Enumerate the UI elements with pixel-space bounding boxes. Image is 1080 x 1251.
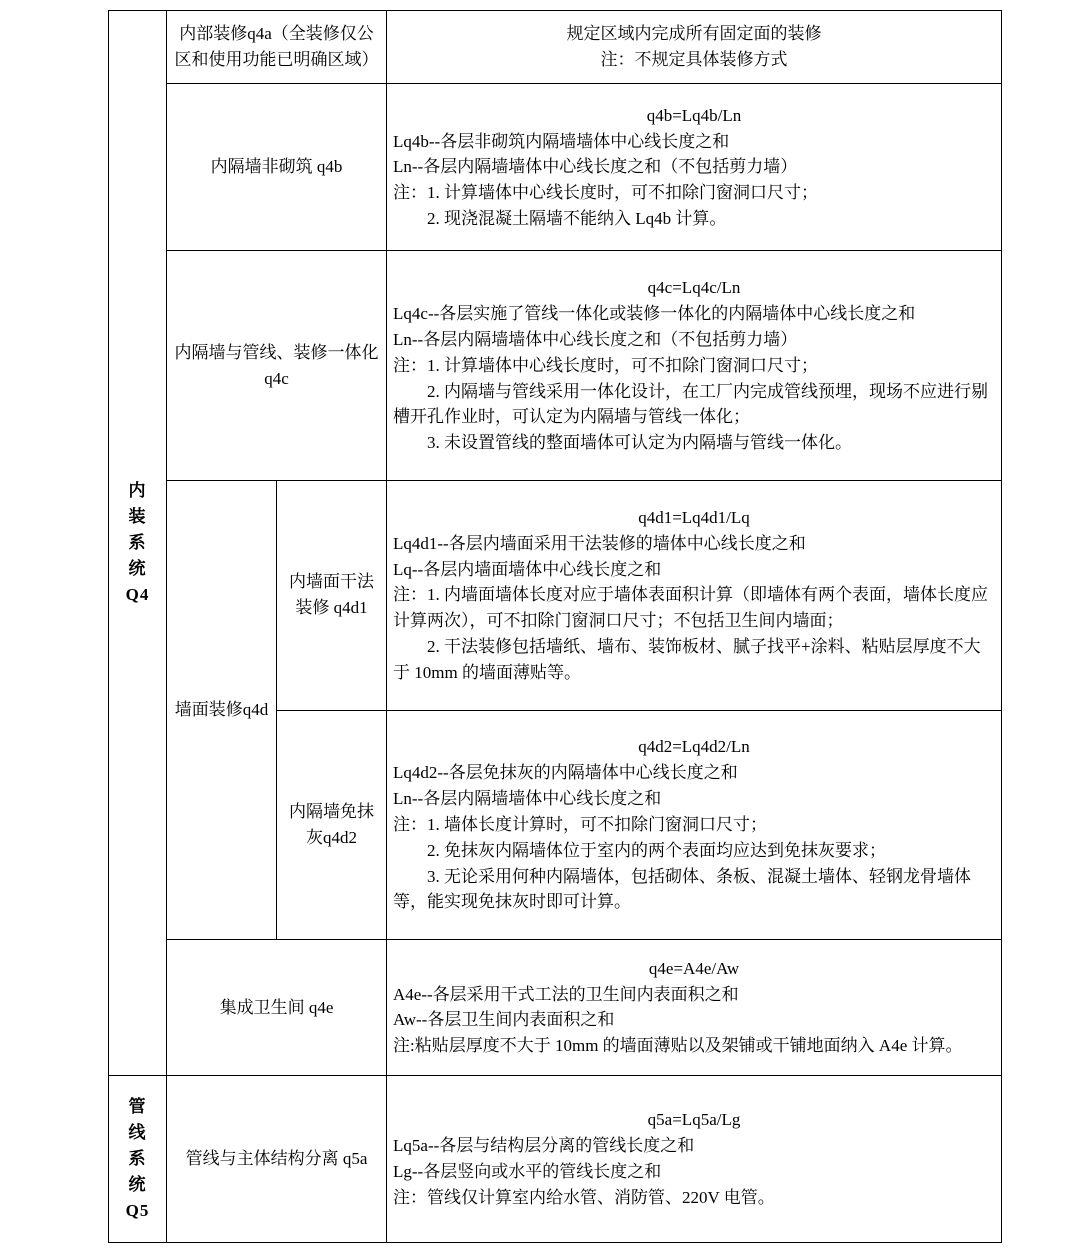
indicator-q4d1-label: 内墙面干法装修 q4d1 xyxy=(289,572,374,618)
desc-line: A4e--各层采用干式工法的卫生间内表面积之和 xyxy=(393,984,739,1004)
desc-line: Lq4d2--各层免抹灰的内隔墙体中心线长度之和 xyxy=(393,763,738,783)
indicator-q4e-label: 集成卫生间 q4e xyxy=(219,997,334,1017)
desc-line: Ln--各层内隔墙墙体中心线长度之和（不包括剪力墙） xyxy=(393,329,798,349)
desc-line: Aw--各层卫生间内表面积之和 xyxy=(393,1010,615,1030)
indicator-q5a-label: 管线与主体结构分离 q5a xyxy=(185,1149,368,1169)
description-q4d2 xyxy=(387,710,1002,940)
desc-line: q4d1=Lq4d1/Lq xyxy=(638,507,750,527)
desc-line: q4d2=Lq4d2/Ln xyxy=(638,737,750,757)
system-label-q5 xyxy=(109,1075,167,1242)
desc-line: q4b=Lq4b/Ln xyxy=(646,105,742,125)
indicator-q4a xyxy=(167,11,387,84)
description-q4a xyxy=(387,11,1002,84)
desc-line: 2. 现浇混凝土隔墙不能纳入 Lq4b 计算。 xyxy=(427,209,727,229)
indicator-q4d2 xyxy=(277,710,387,940)
desc-line: Ln--各层内隔墙墙体中心线长度之和（不包括剪力墙） xyxy=(393,157,798,177)
table-row xyxy=(109,11,1002,84)
description-q4b xyxy=(387,84,1002,251)
desc-line: Lq--各层内墙面墙体中心线长度之和 xyxy=(393,559,662,579)
desc-line: 注：1. 计算墙体中心线长度时，可不扣除门窗洞口尺寸； xyxy=(393,355,819,375)
system-label-q5-text: 管 线 系 统 Q5 xyxy=(125,1097,150,1220)
indicator-q4d1 xyxy=(277,480,387,710)
desc-line: q4c=Lq4c/Ln xyxy=(647,278,741,298)
desc-line: 注：1. 计算墙体中心线长度时，可不扣除门窗洞口尺寸； xyxy=(393,183,819,203)
desc-line: 2. 免抹灰内隔墙体位于室内的两个表面均应达到免抹灰要求； xyxy=(427,840,887,860)
desc-line: Lq5a--各层与结构层分离的管线长度之和 xyxy=(393,1136,695,1156)
table-row xyxy=(109,480,1002,710)
indicator-q4e xyxy=(167,940,387,1076)
desc-line: 注:粘贴层厚度不大于 10mm 的墙面薄贴以及架铺或干铺地面纳入 A4e 计算。 xyxy=(393,1036,963,1056)
indicator-q4d-label: 墙面装修q4d xyxy=(174,700,269,720)
indicator-q4d xyxy=(167,480,277,939)
desc-line: 注：1. 墙体长度计算时，可不扣除门窗洞口尺寸； xyxy=(393,814,768,834)
desc-line: 注：1. 内墙面墙体长度对应于墙体表面积计算（即墙体有两个表面，墙体长度应计算两次），可不扣除门窗洞口尺寸；不包括卫生间内墙面； xyxy=(393,585,989,631)
desc-line: 规定区域内完成所有固定面的装修 xyxy=(566,24,822,44)
indicator-q4c-label: 内隔墙与管线、装修一体化q4c xyxy=(174,342,379,388)
description-q4d1 xyxy=(387,480,1002,710)
desc-line: 注：管线仅计算室内给水管、消防管、220V 电管。 xyxy=(393,1187,775,1207)
desc-line: Lg--各层竖向或水平的管线长度之和 xyxy=(393,1161,662,1181)
description-q5a xyxy=(387,1075,1002,1242)
desc-line: Lq4d1--各层内墙面采用干法装修的墙体中心线长度之和 xyxy=(393,533,806,553)
system-label-q4-text: 内 装 系 统 Q4 xyxy=(125,481,150,604)
table-row xyxy=(109,1075,1002,1242)
description-q4e xyxy=(387,940,1002,1076)
desc-line: Lq4c--各层实施了管线一体化或装修一体化的内隔墙体中心线长度之和 xyxy=(393,304,916,324)
desc-line: 2. 干法装修包括墙纸、墙布、装饰板材、腻子找平+涂料、粘贴层厚度不大于 10mm 的墙面薄贴等。 xyxy=(393,636,981,682)
specification-table xyxy=(108,10,1002,1243)
table-row xyxy=(109,940,1002,1076)
system-label-q4 xyxy=(109,11,167,1076)
indicator-q4c xyxy=(167,251,387,481)
desc-line: Lq4b--各层非砌筑内隔墙墙体中心线长度之和 xyxy=(393,131,730,151)
indicator-q4a-label: 内部装修q4a（全装修仅公区和使用功能已明确区域） xyxy=(174,24,379,70)
indicator-q5a xyxy=(167,1075,387,1242)
desc-line: 3. 无论采用何种内隔墙体，包括砌体、条板、混凝土墙体、轻钢龙骨墙体等，能实现免抹灰时即可计算。 xyxy=(393,866,972,912)
desc-line: q4e=A4e/Aw xyxy=(648,958,740,978)
desc-line: 2. 内隔墙与管线采用一体化设计，在工厂内完成管线预埋，现场不应进行剔槽开孔作业时，可认定为内隔墙与管线一体化； xyxy=(393,381,989,427)
table-row xyxy=(109,251,1002,481)
description-q4c xyxy=(387,251,1002,481)
desc-line: 3. 未设置管线的整面墙体可认定为内隔墙与管线一体化。 xyxy=(427,433,853,453)
indicator-q4b-label: 内隔墙非砌筑 q4b xyxy=(210,157,343,177)
table-row xyxy=(109,84,1002,251)
desc-line: Ln--各层内隔墙墙体中心线长度之和 xyxy=(393,789,662,809)
desc-line: 注：不规定具体装修方式 xyxy=(600,50,788,70)
indicator-q4d2-label: 内隔墙免抹灰q4d2 xyxy=(289,801,374,847)
desc-line: q5a=Lq5a/Lg xyxy=(647,1110,741,1130)
indicator-q4b xyxy=(167,84,387,251)
